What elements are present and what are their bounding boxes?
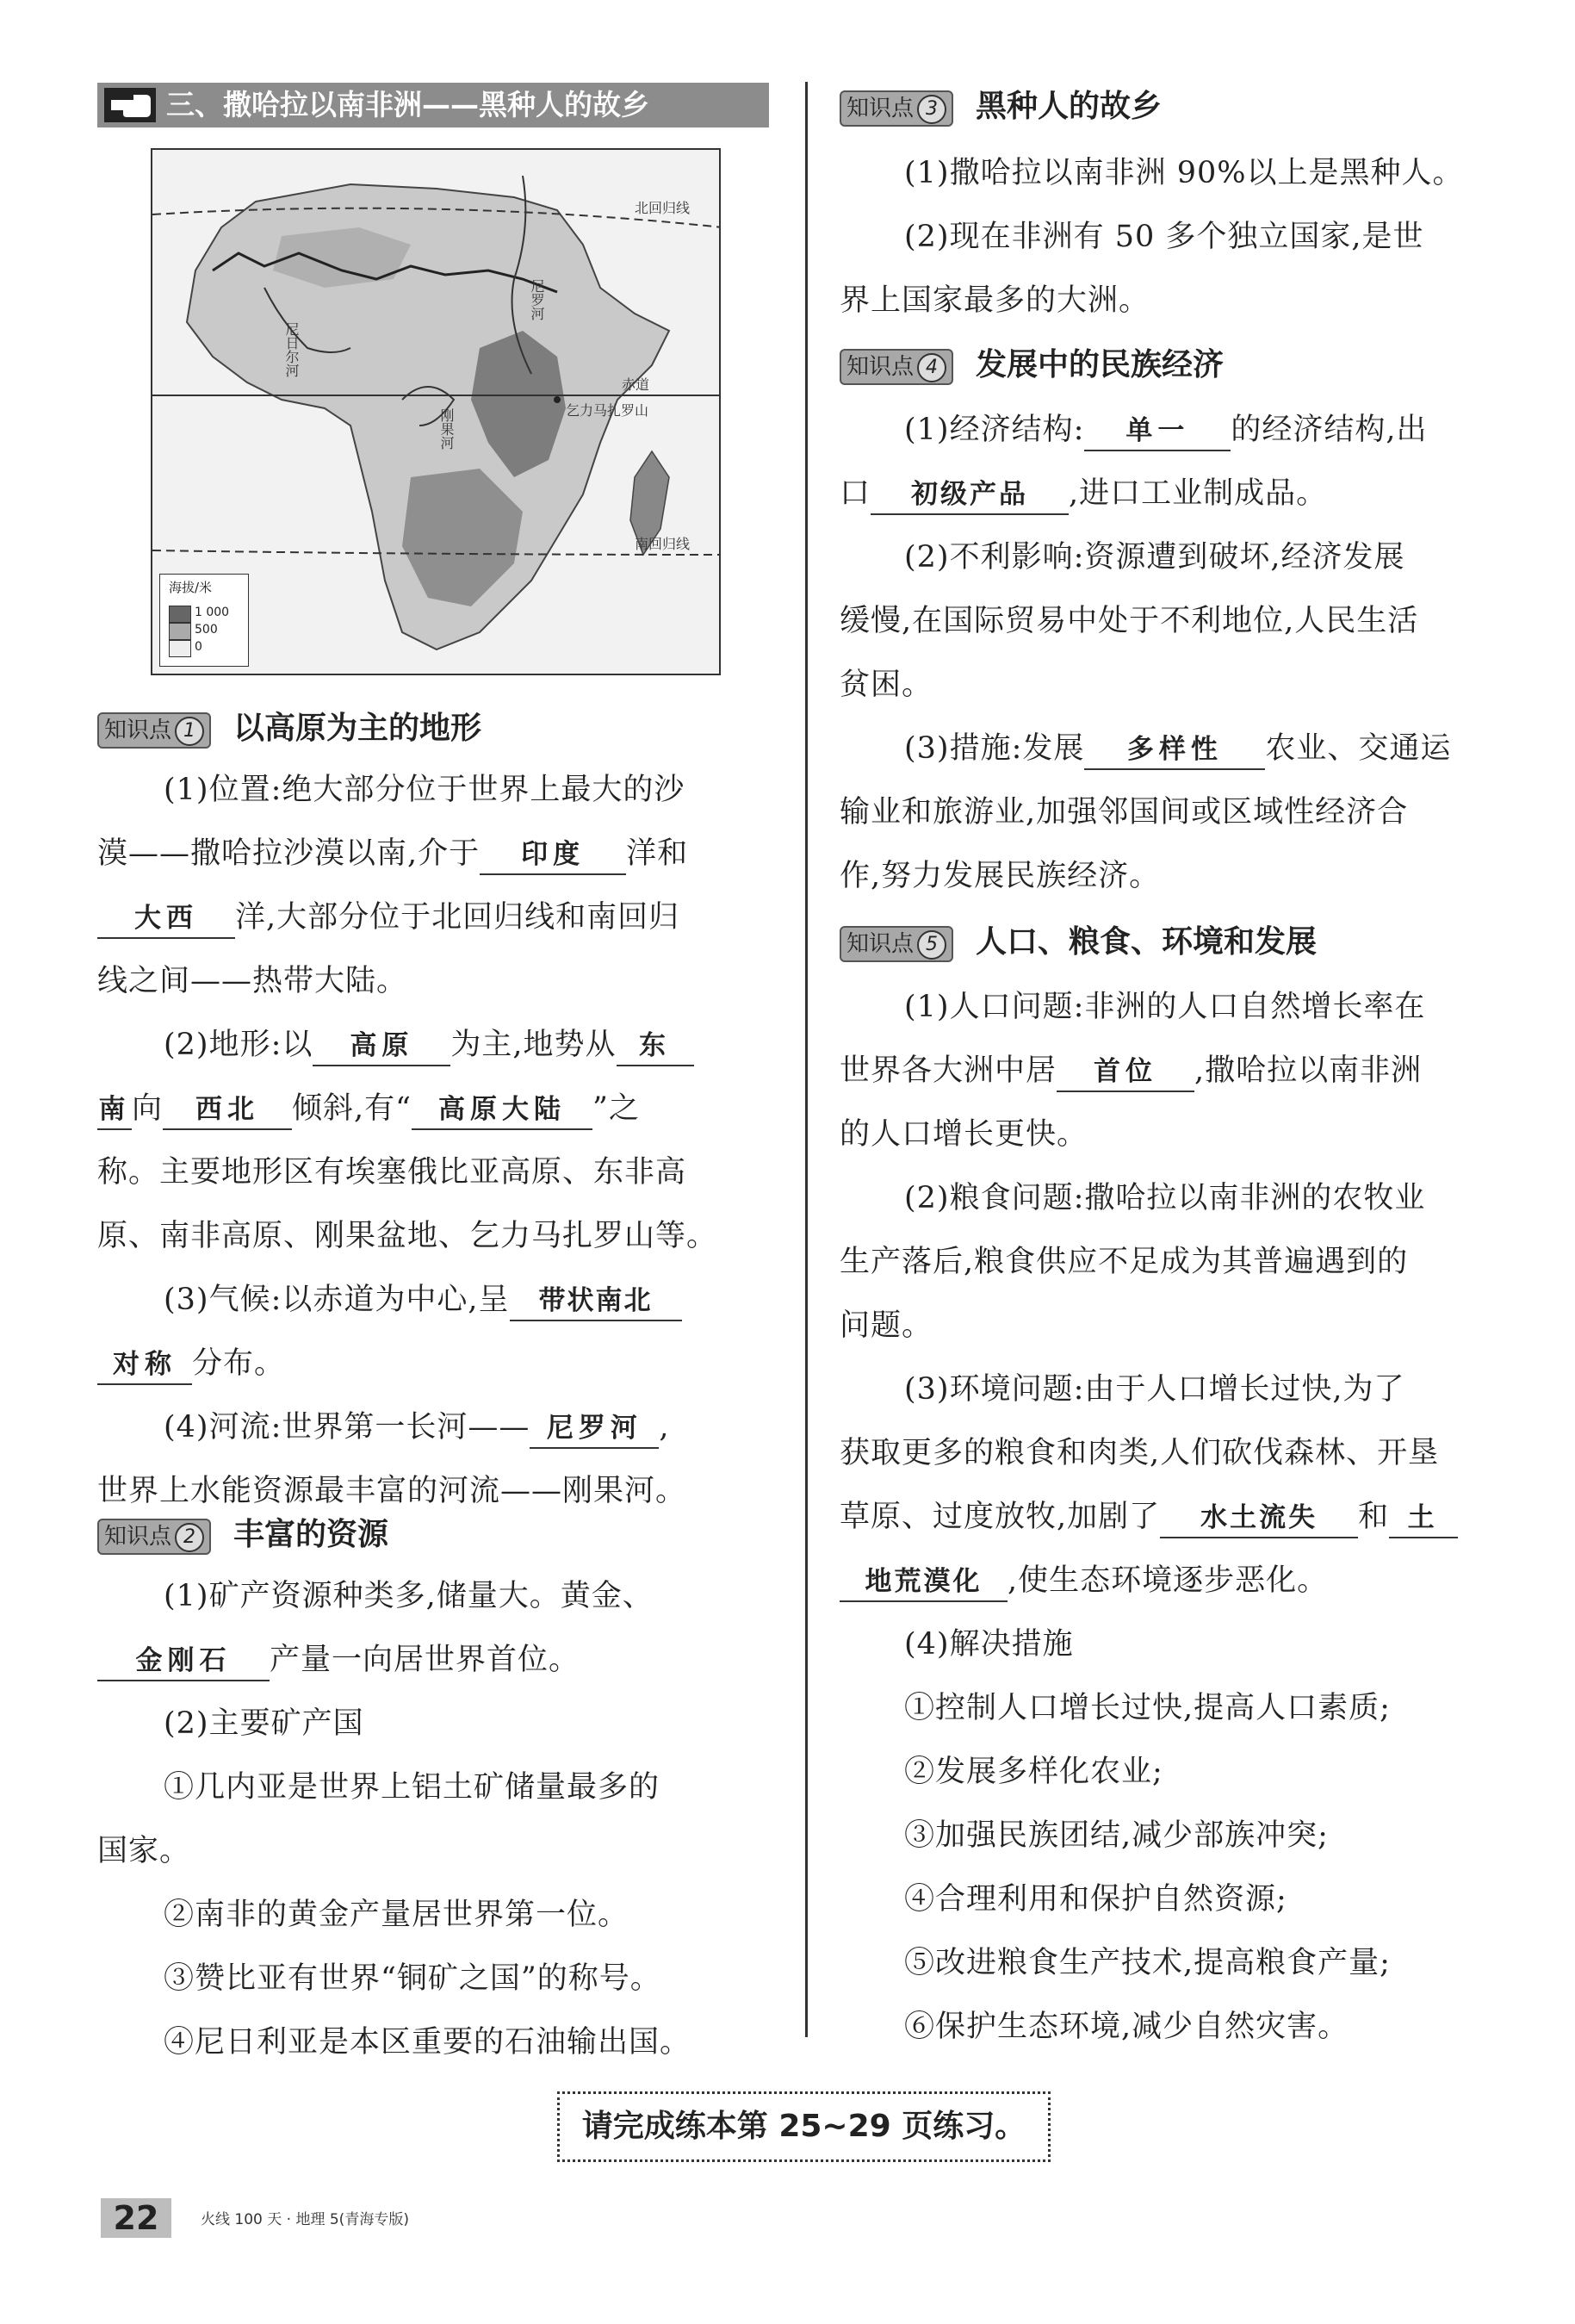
text-line: 口 初级产品 ,进口工业制成品。 [840,462,1327,525]
text-line: (1)位置:绝大部分位于世界上最大的沙 [164,773,685,807]
knowledge-point-4-header: 知识点 4 发展中的民族经济 [840,345,1224,384]
column-divider [805,82,808,2037]
text-line: 世界上水能资源最丰富的河流——刚果河。 [97,1474,687,1508]
equator-label: 赤道 [622,376,650,393]
text-line: (2)不利影响:资源遭到破坏,经济发展 [904,540,1405,575]
elevation-legend: 海拔/米 1 000 500 0 [159,574,249,667]
tropic-north-label: 北回归线 [635,200,691,216]
text-line: (2)粮食问题:撒哈拉以南非洲的农牧业 [904,1181,1426,1215]
text-line: (2)地形:以 高原 为主,地势从 东 [164,1013,694,1077]
knowledge-point-1-header: 知识点 1 以高原为主的地形 [97,708,481,748]
legend-swatch-mid [169,623,191,640]
text-line: ③加强民族团结,减少部族冲突; [904,1818,1329,1853]
text-line: 生产落后,粮食供应不足成为其普遍遇到的 [840,1245,1409,1279]
text-line: 称。主要地形区有埃塞俄比亚高原、东非高 [97,1155,687,1190]
answer-blank: 地荒漠化 [840,1563,1008,1602]
answer-blank: 首位 [1057,1053,1194,1092]
answer-blank: 土 [1389,1499,1458,1538]
text-line: 输业和旅游业,加强邻国间或区域性经济合 [840,795,1409,830]
text-line: 大西 洋,大部分位于北回归线和南回归 [97,885,679,949]
text-line: 界上国家最多的大洲。 [840,283,1150,318]
answer-blank: 初级产品 [871,475,1069,515]
section-title: 三、撒哈拉以南非洲——黑种人的故乡 [97,83,769,127]
africa-relief-map [151,148,721,675]
knowledge-point-2-header: 知识点 2 丰富的资源 [97,1514,388,1554]
text-line: (3)环境问题:由于人口增长过快,为了 [904,1372,1405,1407]
text-line: ①控制人口增长过快,提高人口素质; [904,1691,1391,1725]
text-line: (4)解决措施 [904,1627,1074,1662]
text-line: 对称 分布。 [97,1332,285,1395]
exercise-reminder: 请完成练本第 25~29 页练习。 [557,2091,1051,2162]
answer-blank: 高原 [313,1027,450,1066]
nile-river-label: 尼罗河 [529,279,545,320]
tropic-south-label: 南回归线 [635,536,691,552]
text-line: ②发展多样化农业; [904,1755,1163,1789]
text-line: (2)现在非洲有 50 多个独立国家,是世 [904,220,1424,254]
page-number: 22 [101,2198,171,2238]
answer-blank: 印度 [480,836,626,875]
text-line: ③赞比亚有世界“铜矿之国”的称号。 [164,1961,661,1996]
text-line: 问题。 [840,1308,933,1343]
text-line: (3)气候:以赤道为中心,呈 带状南北 [164,1268,682,1332]
text-line: ⑤改进粮食生产技术,提高粮食产量; [904,1946,1391,1980]
knowledge-badge: 知识点 4 [840,349,953,385]
knowledge-badge: 知识点 2 [97,1519,211,1555]
answer-blank: 南 [97,1091,132,1130]
text-line: (1)人口问题:非洲的人口自然增长率在 [904,990,1426,1024]
text-line: 的人口增长更快。 [840,1117,1088,1152]
answer-blank: 东 [617,1027,694,1066]
knowledge-point-5-header: 知识点 5 人口、粮食、环境和发展 [840,922,1317,961]
pointing-hand-icon [104,88,156,122]
answer-blank: 西北 [163,1091,292,1130]
answer-blank: 尼罗河 [530,1409,659,1449]
knowledge-badge: 知识点 3 [840,90,953,127]
text-line: 获取更多的粮食和肉类,人们砍伐森林、开垦 [840,1436,1440,1470]
knowledge-badge: 知识点 1 [97,712,211,749]
text-line: (3)措施:发展 多样性 农业、交通运 [904,717,1451,780]
answer-blank: 高原大陆 [412,1091,592,1130]
answer-blank: 大西 [97,899,235,939]
text-line: 线之间——热带大陆。 [97,964,408,998]
text-line: ⑥保护生态环境,减少自然灾害。 [904,2010,1349,2044]
text-line: ①几内亚是世界上铝土矿储量最多的 [164,1770,660,1805]
text-line: ④尼日利亚是本区重要的石油输出国。 [164,2025,691,2060]
text-line: 金刚石 产量一向居世界首位。 [97,1628,580,1692]
kilimanjaro-label: 乞力马扎罗山 [566,402,649,419]
knowledge-badge: 知识点 5 [840,926,953,962]
text-line: (1)撒哈拉以南非洲 90%以上是黑种人。 [904,156,1464,190]
answer-blank: 水土流失 [1160,1499,1358,1538]
answer-blank: 单一 [1084,412,1231,451]
legend-swatch-high [169,606,191,623]
answer-blank: 对称 [97,1345,192,1385]
text-line: 草原、过度放牧,加剧了 水土流失 和 土 [840,1485,1458,1549]
niger-river-label: 尼日尔河 [283,322,300,377]
answer-blank: 多样性 [1084,730,1265,770]
publisher-info: 火线 100 天 · 地理 5(青海专版) [201,2211,409,2228]
answer-blank: 金刚石 [97,1642,270,1681]
answer-blank: 带状南北 [510,1282,682,1321]
text-line: 地荒漠化 ,使生态环境逐步恶化。 [840,1549,1328,1613]
congo-river-label: 刚果河 [438,408,455,450]
text-line: (4)河流:世界第一长河—— 尼罗河 , [164,1395,670,1459]
text-line: 作,努力发展民族经济。 [840,859,1161,893]
text-line: ④合理利用和保护自然资源; [904,1882,1287,1917]
knowledge-point-3-header: 知识点 3 黑种人的故乡 [840,86,1162,126]
text-line: 世界各大洲中居 首位 ,撒哈拉以南非洲 [840,1039,1422,1103]
text-line: 原、南非高原、刚果盆地、乞力马扎罗山等。 [97,1219,718,1253]
text-line: 南向 西北 倾斜,有“ 高原大陆 ”之 [97,1077,640,1140]
legend-swatch-low [169,640,191,657]
text-line: 贫困。 [840,668,933,702]
text-line: (1)矿产资源种类多,储量大。黄金、 [164,1579,654,1613]
text-line: (1)经济结构: 单一 的经济结构,出 [904,398,1428,462]
text-line: 国家。 [97,1834,191,1868]
text-line: ②南非的黄金产量居世界第一位。 [164,1898,629,1932]
text-line: 缓慢,在国际贸易中处于不利地位,人民生活 [840,604,1419,638]
text-line: (2)主要矿产国 [164,1706,364,1741]
text-line: 漠——撒哈拉沙漠以南,介于 印度 洋和 [97,822,688,885]
